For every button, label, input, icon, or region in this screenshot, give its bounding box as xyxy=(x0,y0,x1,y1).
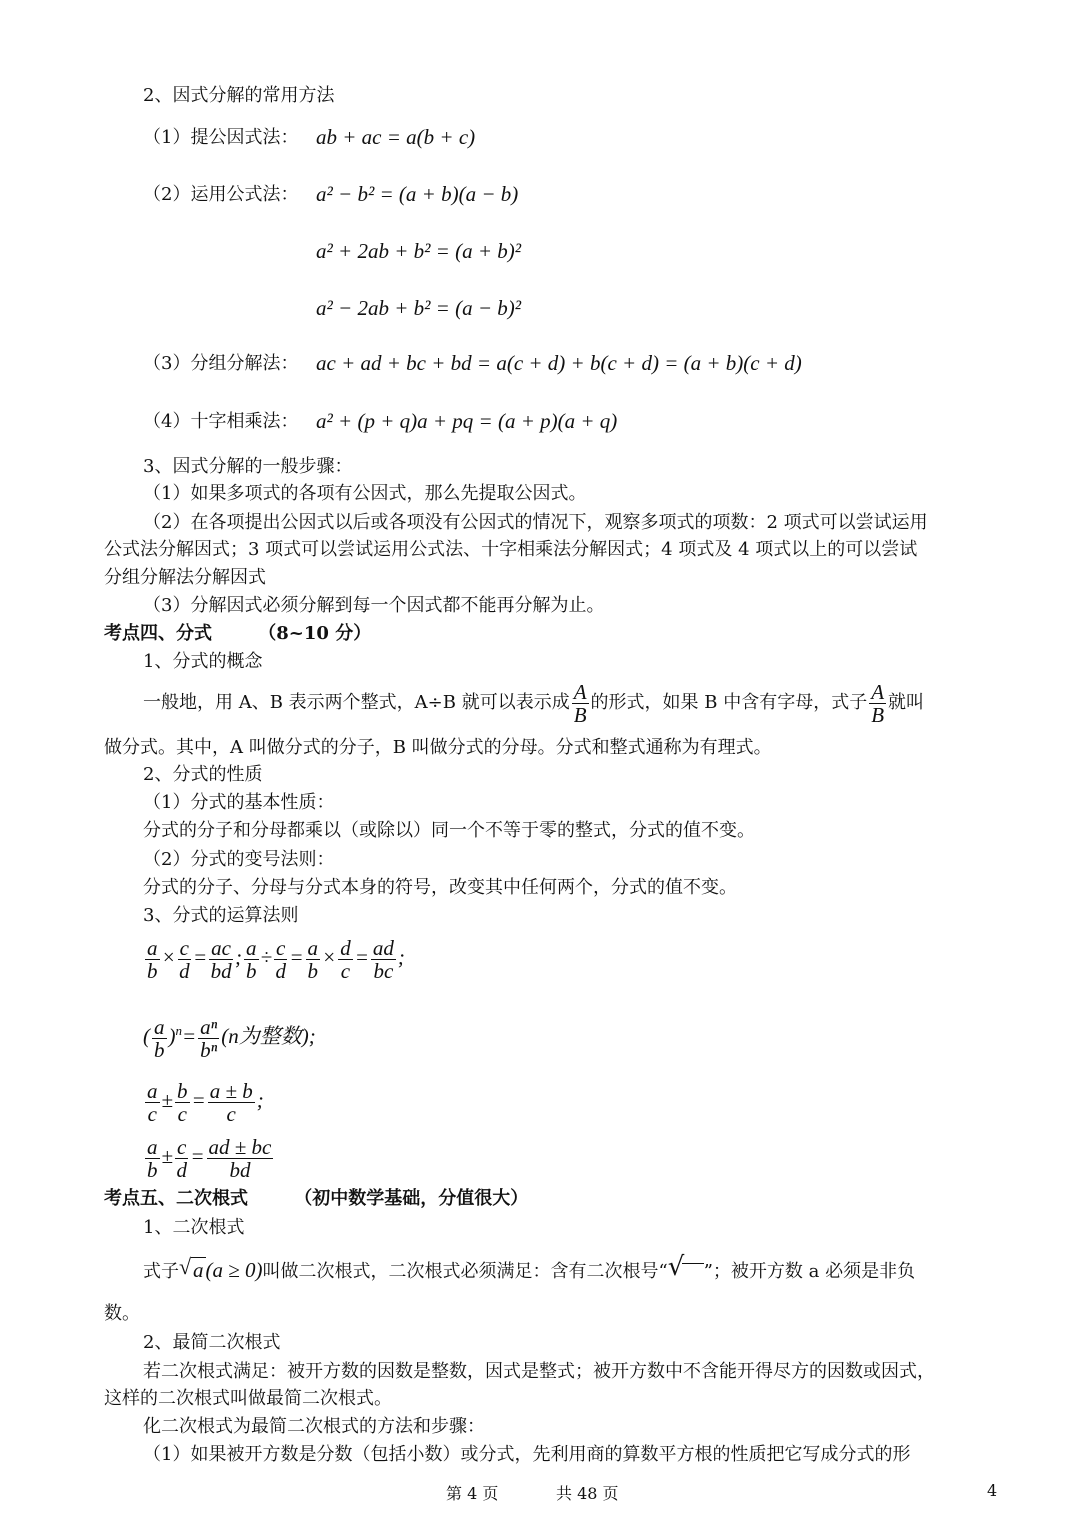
rule-different-denominator xyxy=(143,1133,275,1181)
methods-heading: 2、因式分解的常用方法 xyxy=(143,85,335,106)
steps-heading: 3、因式分解的一般步骤： xyxy=(143,456,353,477)
footer-page: 第 4 页 xyxy=(446,1484,499,1503)
rule-same-denominator xyxy=(143,1077,264,1125)
equals-sign: = xyxy=(190,1144,205,1168)
denominator: b xyxy=(307,958,319,983)
method-2-formula-1: a² − b² = (a + b)(a − b) xyxy=(316,182,519,206)
semicolon: ; xyxy=(397,945,405,969)
concept-text-c: 就叫 xyxy=(888,692,925,713)
concept-heading: 1、分式的概念 xyxy=(143,651,263,672)
operations-heading: 3、分式的运算法则 xyxy=(143,905,299,926)
method-2-formula-2: a² + 2ab + b² = (a + b)² xyxy=(316,239,522,263)
equals-sign: = xyxy=(289,945,304,969)
fraction xyxy=(175,1136,188,1181)
def-text-c: ”；被开方数 a 必须是非负 xyxy=(703,1261,916,1282)
method-1-label: （1）提公因式法： xyxy=(143,127,299,148)
rule-multiply-divide xyxy=(143,934,405,982)
equals-sign: = xyxy=(354,945,369,969)
numerator: ad ± bc xyxy=(208,1134,272,1159)
semicolon: ; xyxy=(256,1088,264,1112)
method-2-label: （2）运用公式法： xyxy=(143,184,299,205)
denominator: d xyxy=(275,958,286,983)
radical-def-end: 数。 xyxy=(104,1303,140,1324)
times-sign: × xyxy=(322,945,337,969)
step-1: （1）如果多项式的各项有公因式，那么先提取公因式。 xyxy=(143,483,587,504)
radicand: a xyxy=(193,1258,204,1282)
fraction xyxy=(371,937,396,982)
kaodian-5-note: （初中数学基础，分值很大） xyxy=(294,1188,529,1209)
n-integer-note: (n为整数); xyxy=(221,1024,316,1048)
kaodian-5-title-text: 考点五、二次根式 xyxy=(104,1188,248,1209)
fraction xyxy=(338,937,353,982)
numerator: b xyxy=(177,1078,188,1103)
numerator: c xyxy=(179,935,189,960)
denominator: c xyxy=(226,1101,236,1126)
numerator: ad xyxy=(372,935,394,960)
denominator: b xyxy=(147,958,158,983)
fraction-numerator: A xyxy=(573,679,587,704)
numerator: a ± b xyxy=(209,1078,253,1103)
step-2-line-2: 公式法分解因式；3 项式可以尝试运用公式法、十字相乘法分解因式；4 项式及 4 项式以上的可以尝试 xyxy=(104,539,918,560)
open-paren: ( xyxy=(143,1024,150,1048)
fraction xyxy=(145,937,160,982)
concept-paragraph-2: 做分式。其中，A 叫做分式的分子，B 叫做分式的分母。分式和整式通称为有理式。 xyxy=(104,737,772,758)
fraction-denominator: B xyxy=(573,702,587,727)
numerator: c xyxy=(177,1134,187,1159)
radical-sign-icon xyxy=(668,1261,704,1283)
step-3: （3）分解因式必须分解到每一个因式都不能再分解为止。 xyxy=(143,595,605,616)
denominator: b xyxy=(154,1037,165,1062)
simplest-heading: 2、最简二次根式 xyxy=(143,1332,281,1353)
kaodian-5-title xyxy=(104,1187,528,1211)
fraction xyxy=(207,1136,274,1181)
property-1-text: 分式的分子和分母都乘以（或除以）同一个不等于零的整式，分式的值不变。 xyxy=(143,820,755,841)
exponent: n xyxy=(175,1023,182,1038)
fraction xyxy=(244,937,259,982)
numerator: ac xyxy=(211,935,231,960)
denominator: d xyxy=(176,1157,187,1182)
fraction xyxy=(145,1080,160,1125)
kaodian-4-title-text: 考点四、分式 xyxy=(104,623,212,644)
simplest-paragraph-2: 这样的二次根式叫做最简二次根式。 xyxy=(104,1388,392,1409)
numerator: a xyxy=(154,1014,165,1039)
fraction-denominator: B xyxy=(871,702,885,727)
footer-page-number: 4 xyxy=(987,1481,998,1500)
equals-sign: = xyxy=(191,1088,206,1112)
kaodian-4-title xyxy=(104,622,371,646)
denominator: bd xyxy=(229,1157,251,1182)
close-paren: ) xyxy=(168,1024,176,1048)
numerator: a xyxy=(147,1134,158,1159)
method-3-label: （3）分组分解法： xyxy=(143,353,299,374)
rule-power xyxy=(143,1008,316,1061)
property-1-label: （1）分式的基本性质： xyxy=(143,792,335,813)
denominator: b xyxy=(147,1157,158,1182)
denominator: d xyxy=(179,958,190,983)
denominator: b xyxy=(246,958,257,983)
fraction xyxy=(175,1080,190,1125)
denominator: c xyxy=(147,1101,157,1126)
method-heading: 化二次根式为最简二次根式的方法和步骤： xyxy=(143,1416,485,1437)
fraction xyxy=(198,1016,219,1061)
numerator: a xyxy=(246,935,257,960)
fraction xyxy=(145,1136,160,1181)
semicolon: ; xyxy=(235,945,242,969)
step-2-line-3: 分组分解法分解因式 xyxy=(104,567,266,588)
property-heading: 2、分式的性质 xyxy=(143,764,263,785)
footer-total: 共 48 页 xyxy=(556,1484,619,1503)
equals-sign: = xyxy=(193,945,208,969)
radical-definition xyxy=(143,1258,915,1284)
def-text-b: 叫做二次根式，二次根式必须满足：含有二次根号“ xyxy=(262,1261,668,1282)
method-1-formula: ab + ac = a(b + c) xyxy=(316,125,476,149)
fraction-a-over-b-2 xyxy=(869,681,886,726)
fraction xyxy=(306,937,321,982)
square-root-icon xyxy=(179,1258,206,1282)
condition: (a ≥ 0) xyxy=(205,1258,263,1282)
numerator: a xyxy=(307,935,319,960)
method-4-formula: a² + (p + q)a + pq = (a + p)(a + q) xyxy=(316,409,618,433)
simplest-paragraph-1: 若二次根式满足：被开方数的因数是整数，因式是整式；被开方数中不含能开得尽方的因数或因式， xyxy=(143,1361,935,1382)
concept-text-a: 一般地，用 A、B 表示两个整式，A÷B 就可以表示成 xyxy=(143,692,570,713)
numerator: c xyxy=(276,935,286,960)
concept-text-b: 的形式，如果 B 中含有字母，式子 xyxy=(590,692,868,713)
step-2-line-1: （2）在各项提出公因式以后或各项没有公因式的情况下，观察多项式的项数：2 项式可以尝试运用 xyxy=(143,512,928,533)
numerator: a xyxy=(147,1078,158,1103)
fraction-numerator: A xyxy=(871,679,885,704)
plus-minus-sign: ± xyxy=(161,1144,174,1168)
denominator: bd xyxy=(210,958,232,983)
method-4-label: （4）十字相乘法： xyxy=(143,411,299,432)
fraction xyxy=(274,937,287,982)
fraction xyxy=(178,937,191,982)
numerator: aⁿ xyxy=(200,1014,218,1039)
fraction xyxy=(152,1016,167,1061)
fraction xyxy=(208,1080,255,1125)
numerator: a xyxy=(147,935,158,960)
fraction xyxy=(209,937,233,982)
method-step-1: （1）如果被开方数是分数（包括小数）或分式，先利用商的算数平方根的性质把它写成分式的形 xyxy=(143,1444,911,1465)
times-sign: × xyxy=(161,945,176,969)
equals-sign: = xyxy=(182,1024,197,1048)
radical-def-heading: 1、二次根式 xyxy=(143,1217,245,1238)
divide-sign: ÷ xyxy=(260,945,273,969)
numerator: d xyxy=(340,935,351,960)
method-2-formula-3: a² − 2ab + b² = (a − b)² xyxy=(316,296,522,320)
radical-expression xyxy=(179,1258,263,1282)
denominator: c xyxy=(340,958,351,983)
concept-paragraph-1 xyxy=(143,680,924,726)
fraction-a-over-b-1 xyxy=(572,681,589,726)
property-2-label: （2）分式的变号法则： xyxy=(143,849,335,870)
plus-minus-sign: ± xyxy=(161,1088,174,1112)
property-2-text: 分式的分子、分母与分式本身的符号，改变其中任何两个，分式的值不变。 xyxy=(143,877,737,898)
denominator: bⁿ xyxy=(200,1037,218,1062)
def-text-a: 式子 xyxy=(143,1261,179,1282)
denominator: c xyxy=(177,1101,187,1126)
denominator: bc xyxy=(373,958,394,983)
method-3-formula: ac + ad + bc + bd = a(c + d) + b(c + d) = (a + b)(c + d) xyxy=(316,351,802,375)
kaodian-4-score: （8~10 分） xyxy=(258,623,372,644)
